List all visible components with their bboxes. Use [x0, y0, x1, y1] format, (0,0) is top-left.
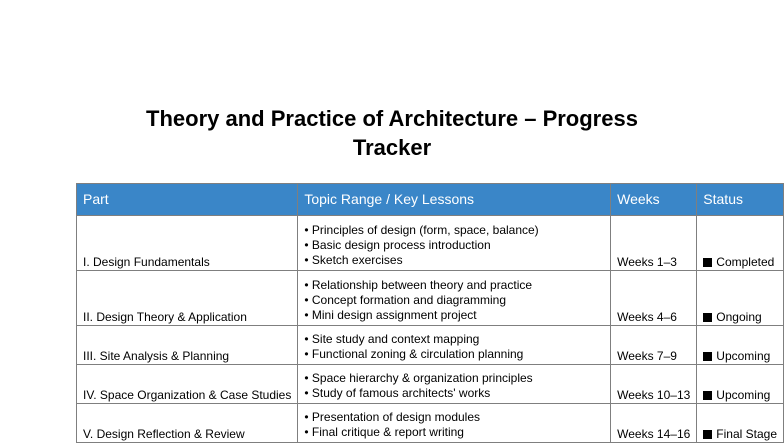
status-square-icon: [703, 430, 712, 439]
part-cell: III. Site Analysis & Planning: [77, 326, 298, 365]
weeks-cell: Weeks 7–9: [611, 326, 697, 365]
title-line-2: Tracker: [352, 135, 432, 160]
status-text: Ongoing: [716, 310, 762, 324]
lesson-item: • Functional zoning & circulation planning: [304, 347, 524, 361]
lessons-cell: [298, 216, 611, 271]
status-cell: [697, 404, 784, 443]
lesson-item: • Basic design process introduction: [304, 238, 491, 252]
lesson-item: • Relationship between theory and practice: [304, 278, 533, 292]
header-weeks: Weeks: [611, 184, 697, 216]
status-cell: [697, 271, 784, 326]
lesson-item: • Site study and context mapping: [304, 332, 480, 346]
status-cell: [697, 216, 784, 271]
lessons-cell: [298, 404, 611, 443]
document-title: [0, 104, 784, 162]
lesson-item: • Study of famous architects' works: [304, 386, 491, 400]
weeks-cell: Weeks 10–13: [611, 365, 697, 404]
header-status: Status: [697, 184, 784, 216]
table-row: [77, 404, 784, 443]
status-cell: [697, 365, 784, 404]
table-row: [77, 365, 784, 404]
part-cell: IV. Space Organization & Case Studies: [77, 365, 298, 404]
lesson-item: • Final critique & report writing: [304, 425, 464, 439]
lessons-cell: [298, 365, 611, 404]
part-cell: I. Design Fundamentals: [77, 216, 298, 271]
title-line-1: Theory and Practice of Architecture – Progress: [146, 106, 638, 131]
table-row: [77, 271, 784, 326]
weeks-cell: Weeks 4–6: [611, 271, 697, 326]
lessons-cell: [298, 326, 611, 365]
status-text: Upcoming: [716, 388, 771, 402]
lesson-item: • Concept formation and diagramming: [304, 293, 506, 307]
status-square-icon: [703, 313, 712, 322]
weeks-cell: Weeks 14–16: [611, 404, 697, 443]
progress-tracker-table: [76, 183, 784, 443]
table-row: [77, 326, 784, 365]
lesson-item: • Mini design assignment project: [304, 308, 477, 322]
part-cell: II. Design Theory & Application: [77, 271, 298, 326]
header-part: Part: [77, 184, 298, 216]
header-topic: Topic Range / Key Lessons: [298, 184, 611, 216]
lesson-item: • Principles of design (form, space, balance): [304, 223, 539, 237]
status-square-icon: [703, 258, 712, 267]
lesson-item: • Space hierarchy & organization principles: [304, 371, 533, 385]
status-text: Final Stage: [716, 427, 777, 441]
table-row: [77, 216, 784, 271]
lessons-cell: [298, 271, 611, 326]
status-text: Completed: [716, 255, 775, 269]
status-text: Upcoming: [716, 349, 771, 363]
table-header-row: [77, 184, 784, 216]
status-cell: [697, 326, 784, 365]
weeks-cell: Weeks 1–3: [611, 216, 697, 271]
status-square-icon: [703, 352, 712, 361]
part-cell: V. Design Reflection & Review: [77, 404, 298, 443]
lesson-item: • Presentation of design modules: [304, 410, 480, 424]
status-square-icon: [703, 391, 712, 400]
lesson-item: • Sketch exercises: [304, 253, 403, 267]
